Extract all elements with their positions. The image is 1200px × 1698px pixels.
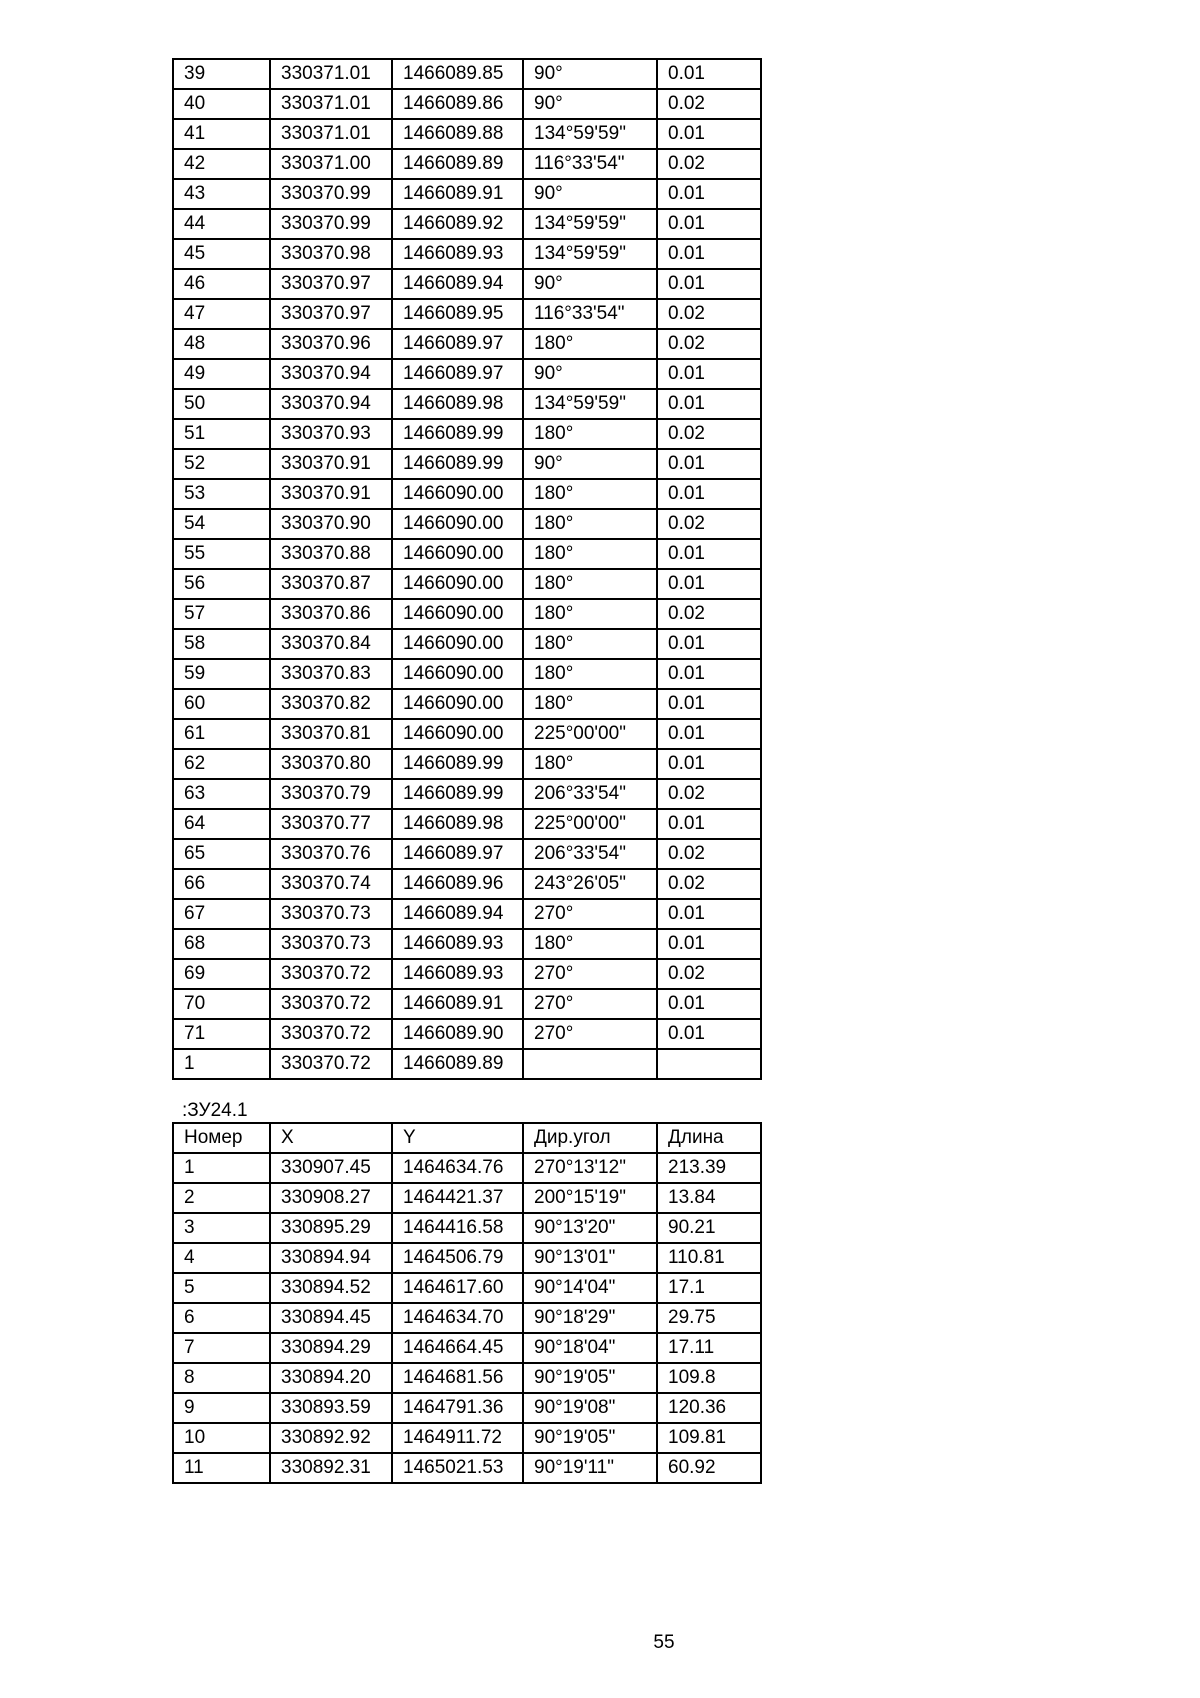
cell-direction-angle: 180°	[523, 539, 657, 569]
cell-x: 330370.74	[270, 869, 392, 899]
cell-length: 0.02	[657, 779, 761, 809]
cell-x: 330907.45	[270, 1153, 392, 1183]
cell-length: 0.01	[657, 749, 761, 779]
table-row	[173, 179, 761, 209]
cell-y: 1466089.93	[392, 239, 523, 269]
cell-direction-angle: 134°59'59"	[523, 119, 657, 149]
cell-length: 0.02	[657, 149, 761, 179]
cell-y: 1464416.58	[392, 1213, 523, 1243]
cell-direction-angle: 270°13'12"	[523, 1153, 657, 1183]
cell-y: 1466089.90	[392, 1019, 523, 1049]
cell-y: 1466090.00	[392, 659, 523, 689]
cell-y: 1466089.97	[392, 359, 523, 389]
table-row	[173, 329, 761, 359]
table-row	[173, 749, 761, 779]
table-row	[173, 929, 761, 959]
cell-number: 44	[173, 209, 270, 239]
table-row	[173, 59, 761, 89]
cell-direction-angle: 270°	[523, 899, 657, 929]
cell-length: 120.36	[657, 1393, 761, 1423]
cell-x: 330370.73	[270, 929, 392, 959]
cell-y: 1466089.86	[392, 89, 523, 119]
table-row	[173, 899, 761, 929]
coordinates-table-body	[173, 59, 761, 1079]
cell-direction-angle: 180°	[523, 629, 657, 659]
table-row	[173, 1453, 761, 1483]
table-row	[173, 1049, 761, 1079]
cell-y: 1466089.91	[392, 989, 523, 1019]
cell-x: 330370.72	[270, 1049, 392, 1079]
table-row	[173, 1019, 761, 1049]
cell-x: 330892.92	[270, 1423, 392, 1453]
cell-y: 1464664.45	[392, 1333, 523, 1363]
table-row	[173, 1423, 761, 1453]
table-row	[173, 1393, 761, 1423]
cell-number: 53	[173, 479, 270, 509]
cell-number: 52	[173, 449, 270, 479]
cell-y: 1464911.72	[392, 1423, 523, 1453]
cell-length: 109.8	[657, 1363, 761, 1393]
cell-length: 0.02	[657, 509, 761, 539]
cell-direction-angle: 225°00'00"	[523, 719, 657, 749]
cell-y: 1466089.93	[392, 959, 523, 989]
cell-x: 330370.90	[270, 509, 392, 539]
cell-length: 213.39	[657, 1153, 761, 1183]
cell-direction-angle: 180°	[523, 329, 657, 359]
cell-number: 71	[173, 1019, 270, 1049]
cell-number: 54	[173, 509, 270, 539]
header-direction-angle: Дир.угол	[523, 1123, 657, 1153]
table-header-row	[173, 1123, 761, 1153]
cell-y: 1466089.93	[392, 929, 523, 959]
cell-y: 1466089.99	[392, 449, 523, 479]
cell-number: 69	[173, 959, 270, 989]
cell-direction-angle: 180°	[523, 749, 657, 779]
cell-y: 1466089.96	[392, 869, 523, 899]
cell-number: 49	[173, 359, 270, 389]
table-row	[173, 539, 761, 569]
coordinates-table-continued	[172, 58, 762, 1080]
cell-y: 1466090.00	[392, 509, 523, 539]
cell-y: 1466089.98	[392, 389, 523, 419]
cell-x: 330371.00	[270, 149, 392, 179]
cell-x: 330370.99	[270, 209, 392, 239]
cell-direction-angle: 180°	[523, 689, 657, 719]
cell-direction-angle: 206°33'54"	[523, 839, 657, 869]
cell-length: 0.01	[657, 209, 761, 239]
cell-direction-angle: 243°26'05"	[523, 869, 657, 899]
cell-direction-angle: 180°	[523, 509, 657, 539]
cell-y: 1466089.99	[392, 419, 523, 449]
cell-x: 330894.45	[270, 1303, 392, 1333]
cell-direction-angle: 90°13'01"	[523, 1243, 657, 1273]
cell-length: 110.81	[657, 1243, 761, 1273]
coordinates-table-zu24-1	[172, 1122, 762, 1484]
cell-y: 1464791.36	[392, 1393, 523, 1423]
cell-y: 1466089.94	[392, 899, 523, 929]
cell-y: 1466089.99	[392, 749, 523, 779]
table-row	[173, 809, 761, 839]
cell-number: 6	[173, 1303, 270, 1333]
cell-number: 42	[173, 149, 270, 179]
cell-direction-angle: 134°59'59"	[523, 209, 657, 239]
cell-y: 1466090.00	[392, 629, 523, 659]
cell-x: 330370.88	[270, 539, 392, 569]
cell-number: 65	[173, 839, 270, 869]
table-row	[173, 989, 761, 1019]
cell-number: 67	[173, 899, 270, 929]
cell-length: 90.21	[657, 1213, 761, 1243]
table-row	[173, 359, 761, 389]
cell-x: 330894.52	[270, 1273, 392, 1303]
table-row	[173, 1273, 761, 1303]
cell-direction-angle: 90°19'05"	[523, 1423, 657, 1453]
cell-x: 330893.59	[270, 1393, 392, 1423]
table-row	[173, 659, 761, 689]
table-row	[173, 779, 761, 809]
cell-direction-angle: 90°	[523, 269, 657, 299]
cell-number: 63	[173, 779, 270, 809]
cell-y: 1466090.00	[392, 599, 523, 629]
table-row	[173, 1303, 761, 1333]
cell-x: 330894.29	[270, 1333, 392, 1363]
cell-length: 0.01	[657, 479, 761, 509]
cell-y: 1466089.99	[392, 779, 523, 809]
cell-number: 8	[173, 1363, 270, 1393]
cell-length: 0.02	[657, 299, 761, 329]
cell-length: 0.01	[657, 809, 761, 839]
cell-number: 66	[173, 869, 270, 899]
cell-x: 330370.94	[270, 359, 392, 389]
table-row	[173, 149, 761, 179]
cell-length: 0.02	[657, 419, 761, 449]
cell-x: 330370.84	[270, 629, 392, 659]
cell-direction-angle: 90°	[523, 179, 657, 209]
cell-length: 109.81	[657, 1423, 761, 1453]
cell-direction-angle: 134°59'59"	[523, 389, 657, 419]
section-label: :ЗУ24.1	[182, 1100, 248, 1121]
cell-x: 330370.83	[270, 659, 392, 689]
cell-length: 0.01	[657, 929, 761, 959]
cell-length: 0.01	[657, 449, 761, 479]
cell-x: 330370.72	[270, 1019, 392, 1049]
cell-length: 0.01	[657, 239, 761, 269]
table-row	[173, 569, 761, 599]
cell-y: 1466090.00	[392, 719, 523, 749]
cell-direction-angle: 90°	[523, 449, 657, 479]
table-row	[173, 1153, 761, 1183]
cell-length: 0.02	[657, 839, 761, 869]
cell-number: 39	[173, 59, 270, 89]
cell-length: 0.01	[657, 659, 761, 689]
cell-number: 55	[173, 539, 270, 569]
cell-x: 330894.20	[270, 1363, 392, 1393]
cell-y: 1464634.70	[392, 1303, 523, 1333]
cell-y: 1466089.95	[392, 299, 523, 329]
cell-x: 330370.72	[270, 959, 392, 989]
cell-direction-angle: 180°	[523, 569, 657, 599]
cell-number: 58	[173, 629, 270, 659]
cell-y: 1464617.60	[392, 1273, 523, 1303]
table-row	[173, 119, 761, 149]
cell-direction-angle: 200°15'19"	[523, 1183, 657, 1213]
cell-direction-angle: 270°	[523, 1019, 657, 1049]
cell-x: 330370.93	[270, 419, 392, 449]
cell-x: 330895.29	[270, 1213, 392, 1243]
cell-length: 0.01	[657, 629, 761, 659]
cell-number: 62	[173, 749, 270, 779]
cell-number: 64	[173, 809, 270, 839]
table-row	[173, 509, 761, 539]
cell-y: 1466089.92	[392, 209, 523, 239]
table-row	[173, 599, 761, 629]
cell-length: 17.1	[657, 1273, 761, 1303]
cell-length: 0.01	[657, 569, 761, 599]
cell-direction-angle	[523, 1049, 657, 1079]
cell-x: 330370.91	[270, 479, 392, 509]
cell-x: 330370.81	[270, 719, 392, 749]
cell-length: 13.84	[657, 1183, 761, 1213]
table-row	[173, 689, 761, 719]
cell-direction-angle: 116°33'54"	[523, 149, 657, 179]
table-row	[173, 239, 761, 269]
table-row	[173, 449, 761, 479]
cell-length: 0.01	[657, 179, 761, 209]
document-page	[172, 58, 762, 1484]
cell-number: 46	[173, 269, 270, 299]
cell-number: 59	[173, 659, 270, 689]
cell-direction-angle: 90°	[523, 359, 657, 389]
cell-y: 1464421.37	[392, 1183, 523, 1213]
cell-direction-angle: 90°	[523, 89, 657, 119]
cell-length	[657, 1049, 761, 1079]
table-header	[173, 1123, 761, 1153]
cell-x: 330370.87	[270, 569, 392, 599]
cell-length: 0.02	[657, 599, 761, 629]
table-row	[173, 1243, 761, 1273]
cell-number: 61	[173, 719, 270, 749]
table-row	[173, 629, 761, 659]
cell-length: 0.01	[657, 539, 761, 569]
cell-direction-angle: 90°13'20"	[523, 1213, 657, 1243]
cell-direction-angle: 90°19'05"	[523, 1363, 657, 1393]
cell-x: 330370.94	[270, 389, 392, 419]
cell-number: 4	[173, 1243, 270, 1273]
cell-length: 17.11	[657, 1333, 761, 1363]
cell-number: 9	[173, 1393, 270, 1423]
cell-length: 0.01	[657, 899, 761, 929]
coordinates-table-body	[173, 1153, 761, 1483]
cell-length: 0.02	[657, 959, 761, 989]
cell-y: 1466089.91	[392, 179, 523, 209]
cell-length: 29.75	[657, 1303, 761, 1333]
cell-direction-angle: 134°59'59"	[523, 239, 657, 269]
cell-number: 45	[173, 239, 270, 269]
cell-number: 3	[173, 1213, 270, 1243]
cell-y: 1466089.97	[392, 839, 523, 869]
table-row	[173, 839, 761, 869]
cell-direction-angle: 180°	[523, 659, 657, 689]
cell-x: 330370.76	[270, 839, 392, 869]
cell-length: 0.01	[657, 59, 761, 89]
table-row	[173, 719, 761, 749]
cell-number: 11	[173, 1453, 270, 1483]
cell-y: 1466089.85	[392, 59, 523, 89]
header-y: Y	[392, 1123, 523, 1153]
cell-x: 330371.01	[270, 119, 392, 149]
cell-number: 5	[173, 1273, 270, 1303]
table-row	[173, 1333, 761, 1363]
cell-y: 1465021.53	[392, 1453, 523, 1483]
cell-number: 1	[173, 1049, 270, 1079]
cell-x: 330892.31	[270, 1453, 392, 1483]
cell-length: 0.02	[657, 869, 761, 899]
cell-number: 1	[173, 1153, 270, 1183]
cell-length: 0.01	[657, 119, 761, 149]
cell-y: 1466090.00	[392, 539, 523, 569]
cell-number: 41	[173, 119, 270, 149]
header-x: X	[270, 1123, 392, 1153]
table-row	[173, 1183, 761, 1213]
cell-x: 330370.97	[270, 299, 392, 329]
cell-length: 0.01	[657, 389, 761, 419]
cell-length: 0.01	[657, 269, 761, 299]
cell-x: 330371.01	[270, 59, 392, 89]
cell-x: 330370.91	[270, 449, 392, 479]
table-row	[173, 209, 761, 239]
cell-direction-angle: 225°00'00"	[523, 809, 657, 839]
cell-x: 330370.82	[270, 689, 392, 719]
page-number: 55	[653, 1632, 675, 1653]
cell-y: 1466089.97	[392, 329, 523, 359]
cell-direction-angle: 206°33'54"	[523, 779, 657, 809]
cell-y: 1464634.76	[392, 1153, 523, 1183]
table-row	[173, 869, 761, 899]
cell-number: 68	[173, 929, 270, 959]
cell-y: 1466090.00	[392, 689, 523, 719]
cell-length: 60.92	[657, 1453, 761, 1483]
cell-number: 56	[173, 569, 270, 599]
cell-x: 330370.72	[270, 989, 392, 1019]
cell-length: 0.01	[657, 359, 761, 389]
cell-x: 330370.77	[270, 809, 392, 839]
table-row	[173, 479, 761, 509]
cell-x: 330370.98	[270, 239, 392, 269]
cell-y: 1466090.00	[392, 569, 523, 599]
cell-x: 330371.01	[270, 89, 392, 119]
table-row	[173, 959, 761, 989]
cell-length: 0.01	[657, 1019, 761, 1049]
cell-number: 48	[173, 329, 270, 359]
cell-length: 0.01	[657, 989, 761, 1019]
cell-number: 43	[173, 179, 270, 209]
table-row	[173, 89, 761, 119]
cell-direction-angle: 90°18'29"	[523, 1303, 657, 1333]
cell-direction-angle: 90°19'11"	[523, 1453, 657, 1483]
cell-y: 1464506.79	[392, 1243, 523, 1273]
cell-number: 51	[173, 419, 270, 449]
table-row	[173, 419, 761, 449]
table-row	[173, 1363, 761, 1393]
header-number: Номер	[173, 1123, 270, 1153]
cell-y: 1466089.88	[392, 119, 523, 149]
cell-direction-angle: 116°33'54"	[523, 299, 657, 329]
cell-length: 0.01	[657, 689, 761, 719]
cell-direction-angle: 180°	[523, 479, 657, 509]
cell-x: 330370.99	[270, 179, 392, 209]
cell-x: 330370.79	[270, 779, 392, 809]
cell-length: 0.01	[657, 719, 761, 749]
cell-number: 10	[173, 1423, 270, 1453]
cell-number: 2	[173, 1183, 270, 1213]
table-row	[173, 1213, 761, 1243]
cell-number: 70	[173, 989, 270, 1019]
cell-y: 1466089.94	[392, 269, 523, 299]
cell-direction-angle: 90°	[523, 59, 657, 89]
cell-direction-angle: 90°19'08"	[523, 1393, 657, 1423]
cell-length: 0.02	[657, 329, 761, 359]
cell-direction-angle: 90°14'04"	[523, 1273, 657, 1303]
cell-y: 1466090.00	[392, 479, 523, 509]
cell-x: 330908.27	[270, 1183, 392, 1213]
cell-direction-angle: 180°	[523, 929, 657, 959]
cell-x: 330370.80	[270, 749, 392, 779]
cell-direction-angle: 90°18'04"	[523, 1333, 657, 1363]
table-row	[173, 299, 761, 329]
cell-length: 0.02	[657, 89, 761, 119]
cell-y: 1466089.98	[392, 809, 523, 839]
cell-x: 330370.73	[270, 899, 392, 929]
cell-number: 57	[173, 599, 270, 629]
table-row	[173, 389, 761, 419]
cell-y: 1466089.89	[392, 1049, 523, 1079]
header-length: Длина	[657, 1123, 761, 1153]
cell-number: 47	[173, 299, 270, 329]
cell-direction-angle: 180°	[523, 599, 657, 629]
cell-x: 330370.86	[270, 599, 392, 629]
cell-number: 50	[173, 389, 270, 419]
cell-y: 1464681.56	[392, 1363, 523, 1393]
table-row	[173, 269, 761, 299]
cell-number: 60	[173, 689, 270, 719]
cell-direction-angle: 270°	[523, 989, 657, 1019]
cell-direction-angle: 270°	[523, 959, 657, 989]
cell-x: 330370.97	[270, 269, 392, 299]
cell-x: 330894.94	[270, 1243, 392, 1273]
cell-number: 40	[173, 89, 270, 119]
cell-direction-angle: 180°	[523, 419, 657, 449]
cell-x: 330370.96	[270, 329, 392, 359]
cell-number: 7	[173, 1333, 270, 1363]
cell-y: 1466089.89	[392, 149, 523, 179]
